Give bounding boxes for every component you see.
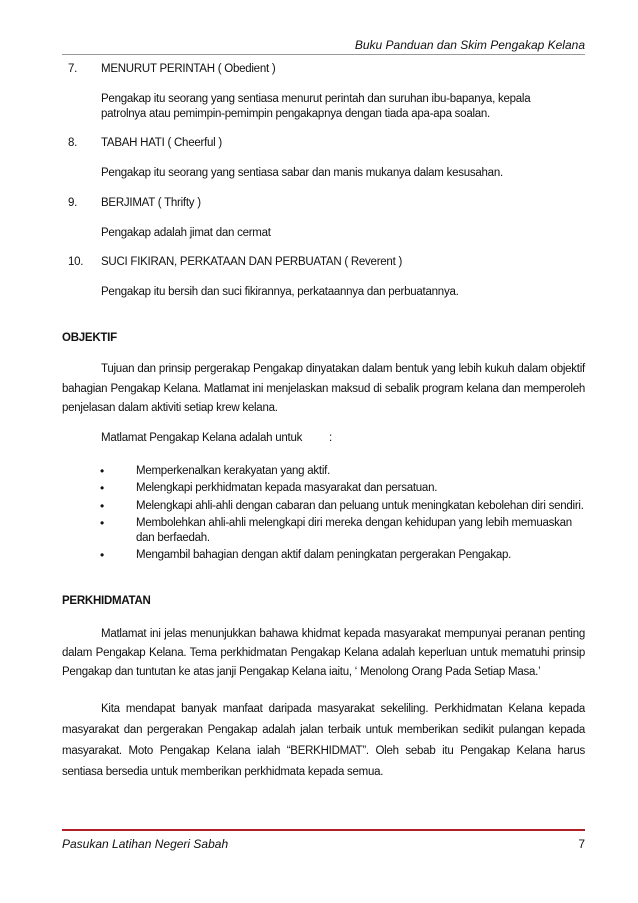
bullet-text: Membolehkan ahli-ahli melengkapi diri mereka dengan kehidupan yang lebih memuaskan dan berfaedah. [136, 517, 572, 544]
item-number: 7. [68, 63, 78, 75]
page-header: Buku Panduan dan Skim Pengakap Kelana [354, 38, 585, 52]
principle-item [62, 62, 585, 122]
objektif-intro [101, 431, 585, 445]
bullet-text: Mengambil bahagian dengan aktif dalam peningkatan pergerakan Pengakap. [136, 549, 512, 561]
page-content [62, 62, 585, 783]
principle-item [62, 196, 585, 241]
item-title: BERJIMAT ( Thrifty ) [101, 197, 201, 209]
desc-line: Pengakap itu seorang yang sentiasa menurut perintah dan suruhan ibu-bapanya, kepala [101, 93, 531, 105]
principle-item [62, 136, 585, 181]
list-item [62, 481, 585, 496]
bullet-text: Melengkapi perkhidmatan kepada masyarakat dan persatuan. [136, 482, 438, 494]
list-item [62, 464, 585, 479]
desc-line: Pengakap itu seorang yang sentiasa sabar dan manis mukanya dalam kesusahan. [101, 167, 503, 179]
perkhidmatan-paragraph-1: Matlamat ini jelas menunjukkan bahawa khidmat kepada masyarakat mempunyai peranan penting dalam Pengakap Kelana. Tema perkhidmatan Pengakap Kelana adalah keperluan untuk mematuhi prinsip Pengakap dan tuntutan ke atas janji Pengakap Kelana iaitu, ‘ Menolong Orang Pada Setiap Masa.’ [62, 627, 585, 678]
item-description [101, 166, 585, 181]
list-item [62, 548, 585, 563]
desc-line: Pengakap adalah jimat dan cermat [101, 227, 271, 239]
item-title: MENURUT PERINTAH ( Obedient ) [101, 63, 276, 75]
objektif-paragraph: Tujuan dan prinsip pergerakap Pengakap dinyatakan dalam bentuk yang lebih kukuh dalam objektif bahagian Pengakap Kelana. Matlamat ini menjelaskan maksud di sebalik program kelana dan memperoleh penjelasan dalam aktiviti setiap krew kelana. [62, 363, 585, 414]
item-description [101, 285, 585, 300]
header-divider [62, 54, 585, 55]
principle-item [62, 255, 585, 300]
bullet-icon: • [100, 516, 104, 530]
section-heading-perkhidmatan: PERKHIDMATAN [62, 594, 151, 607]
bullet-text: Melengkapi ahli-ahli dengan cabaran dan peluang untuk meningkatan kebolehan diri sendiri. [136, 499, 584, 512]
list-item [62, 499, 585, 514]
bullet-icon: • [100, 463, 104, 478]
item-description [101, 226, 585, 241]
desc-line: patrolnya atau pemimpin-pemimpin pengakapnya dengan tiada apa-apa soalan. [101, 108, 491, 120]
bullet-icon: • [100, 498, 104, 513]
bullet-icon: • [100, 481, 104, 495]
bullet-icon: • [100, 548, 104, 562]
perkhidmatan-paragraph-2: Kita mendapat banyak manfaat daripada masyarakat sekeliling. Perkhidmatan Kelana kepada masyarakat dan pergerakan Pengakap adalah jalan terbaik untuk memberikan sedikit pulangan kepada masyarakat. Moto Pengakap Kelana ialah “BERKHIDMAT”. Oleh sebab itu Pengakap Kelana harus sentiasa bersedia untuk memberikan perkhidmata kepada semua. [62, 702, 585, 778]
item-number: 10. [68, 256, 84, 268]
objektif-bullet-list [62, 464, 585, 563]
item-title: SUCI FIKIRAN, PERKATAAN DAN PERBUATAN ( Reverent ) [101, 256, 403, 268]
bullet-text: Memperkenalkan kerakyatan yang aktif. [136, 464, 331, 477]
footer-organization: Pasukan Latihan Negeri Sabah [62, 837, 229, 851]
list-item [62, 516, 585, 545]
desc-line: Pengakap itu bersih dan suci fikirannya, perkataannya dan perbuatannya. [101, 286, 459, 298]
intro-colon: : [329, 431, 332, 444]
section-heading-objektif: OBJEKTIF [62, 332, 117, 344]
intro-text: Matlamat Pengakap Kelana adalah untuk [101, 431, 303, 444]
footer-divider [62, 829, 585, 831]
item-title: TABAH HATI ( Cheerful ) [101, 137, 222, 149]
item-description [101, 92, 585, 122]
item-number: 8. [68, 137, 78, 149]
item-number: 9. [68, 197, 78, 209]
page-number: 7 [578, 837, 585, 851]
